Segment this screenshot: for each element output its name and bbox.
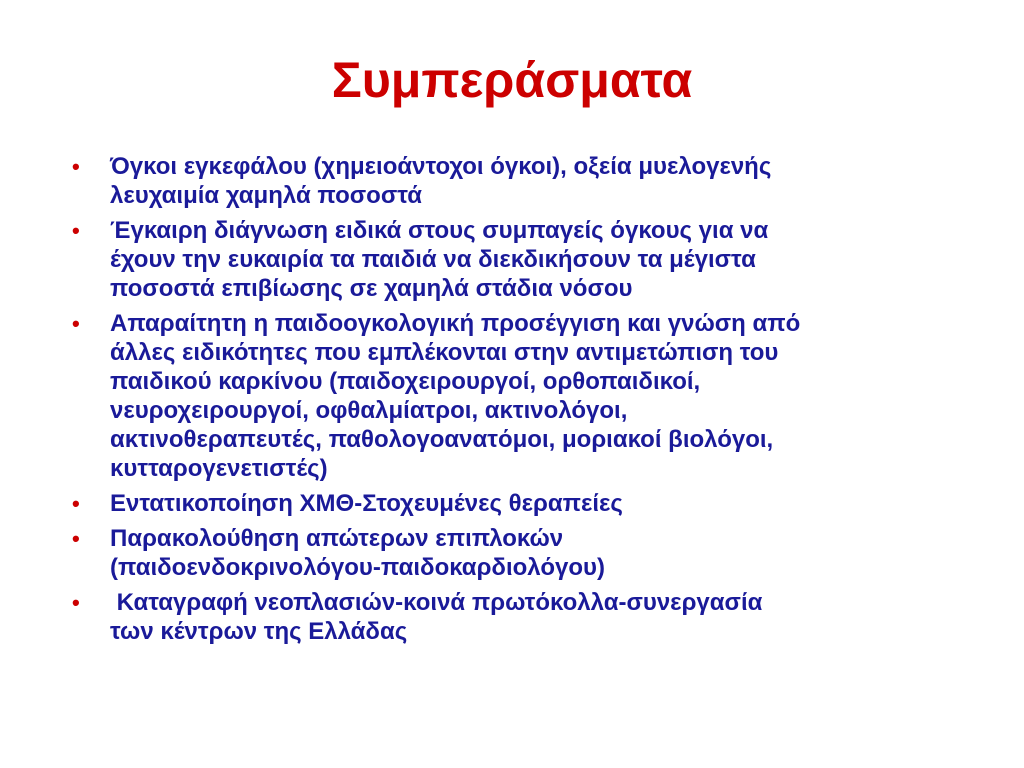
bullet-item [72, 216, 982, 303]
bullet-list [72, 152, 982, 652]
bullet-text-line: ποσοστά επιβίωσης σε χαμηλά στάδια νόσου [110, 275, 633, 302]
slide-title: Συμπεράσματα [331, 52, 693, 108]
bullet-icon: • [72, 218, 80, 243]
bullet-text-line: νευροχειρουργοί, οφθαλμίατροι, ακτινολόγοι, [110, 397, 628, 424]
bullet-icon: • [72, 590, 80, 615]
bullet-text-line: Απαραίτητη η παιδοογκολογική προσέγγιση και γνώση από [110, 310, 801, 337]
bullet-icon: • [72, 491, 80, 516]
bullet-text-line: παιδικού καρκίνου (παιδοχειρουργοί, ορθοπαιδικοί, [110, 368, 701, 395]
bullet-text-line: των κέντρων της Ελλάδας [110, 618, 408, 645]
bullet-icon: • [72, 526, 80, 551]
bullet-text-line: ακτινοθεραπευτές, παθολογοανατόμοι, μοριακοί βιολόγοι, [110, 426, 774, 453]
bullet-item [72, 588, 982, 646]
bullet-item [72, 152, 982, 210]
bullet-text-line: κυτταρογενετιστές) [110, 455, 328, 482]
bullet-text-line: Έγκαιρη διάγνωση ειδικά στους συμπαγείς όγκους για να [110, 217, 769, 244]
bullet-text-line: άλλες ειδικότητες που εμπλέκονται στην αντιμετώπιση του [110, 339, 779, 366]
bullet-item [72, 524, 982, 582]
bullet-text-line: Παρακολούθηση απώτερων επιπλοκών [110, 525, 564, 552]
bullet-item [72, 489, 982, 518]
bullet-icon: • [72, 311, 80, 336]
bullet-text-line: Όγκοι εγκεφάλου (χημειοάντοχοι όγκοι), οξεία μυελογενής [110, 153, 772, 180]
bullet-icon: • [72, 154, 80, 179]
bullet-text-line: Εντατικοποίηση ΧΜΘ-Στοχευμένες θεραπείες [110, 490, 623, 517]
bullet-text-line: έχουν την ευκαιρία τα παιδιά να διεκδικήσουν τα μέγιστα [110, 246, 756, 273]
bullet-text-line: (παιδοενδοκρινολόγου-παιδοκαρδιολόγου) [110, 554, 605, 581]
bullet-item [72, 309, 982, 483]
bullet-text-line: Καταγραφή νεοπλασιών-κοινά πρωτόκολλα-συνεργασία [110, 589, 763, 616]
bullet-text-line: λευχαιμία χαμηλά ποσοστά [110, 182, 423, 209]
